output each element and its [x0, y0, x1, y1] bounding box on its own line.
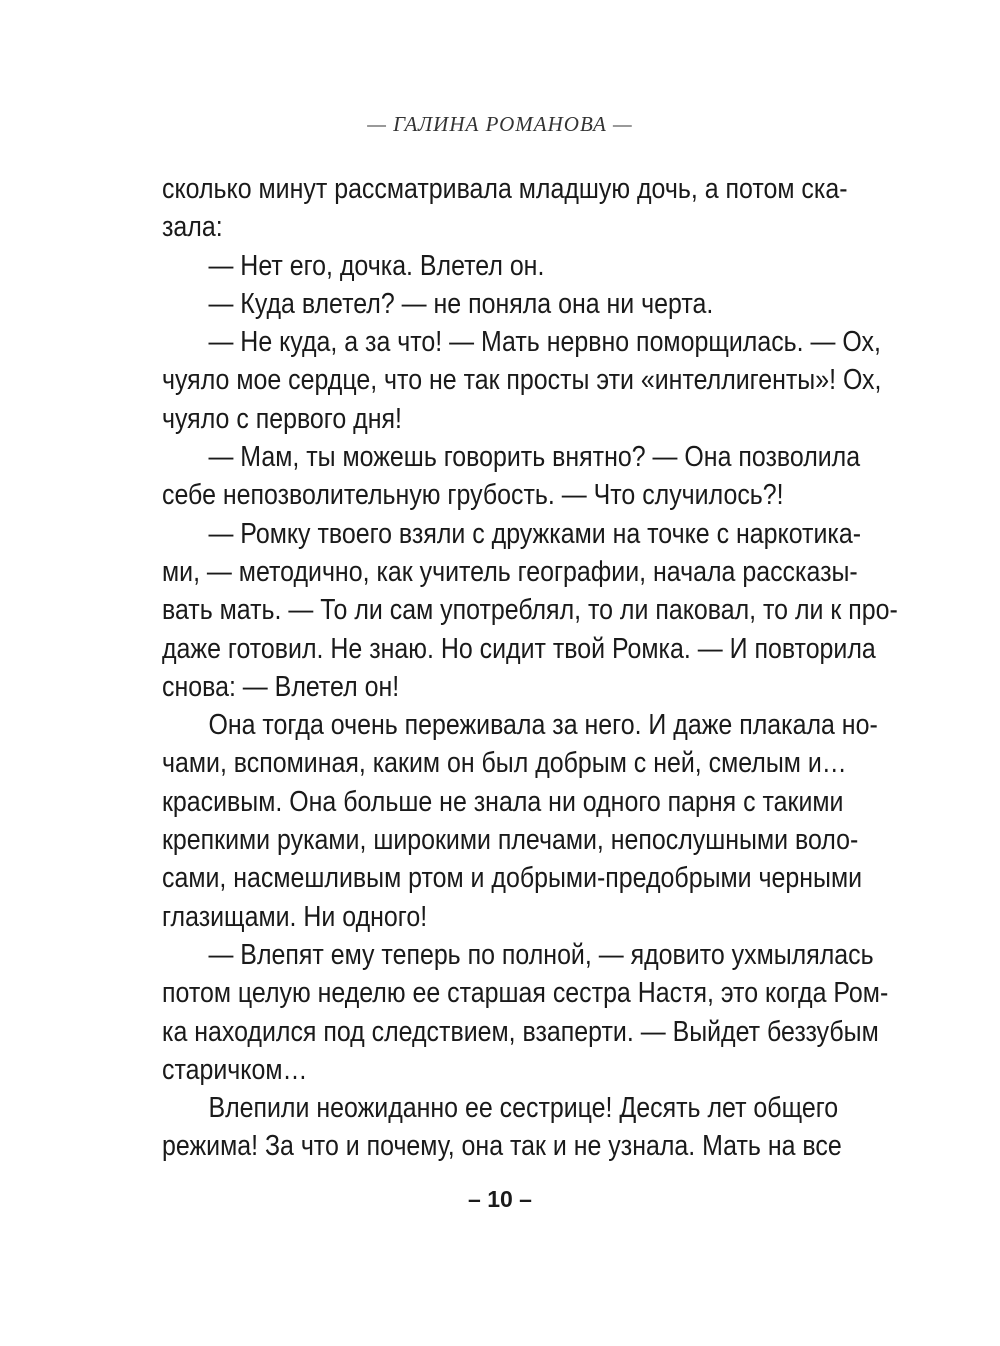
page-number: – 10 –: [468, 1186, 532, 1212]
text-line: старичком…: [162, 1053, 308, 1086]
text-line: — Влепят ему теперь по полной, — ядовито ухмылялась: [208, 938, 874, 971]
text-line: вать мать. — То ли сам употреблял, то ли паковал, то ли к про-: [162, 594, 898, 627]
body-text: [162, 170, 898, 1166]
text-line: — Ромку твоего взяли с дружками на точке с наркотика-: [208, 517, 862, 550]
text-line: режима! За что и почему, она так и не узнала. Мать на все: [162, 1130, 842, 1163]
text-line: — Не куда, а за что! — Мать нервно поморщилась. — Ох,: [208, 326, 881, 359]
text-line: глазищами. Ни одного!: [162, 900, 428, 933]
text-line: себе непозволительную грубость. — Что случилось?!: [162, 479, 784, 512]
text-line: красивым. Она больше не знала ни одного парня с такими: [162, 785, 844, 818]
text-line: Она тогда очень переживала за него. И даже плакала но-: [208, 709, 878, 742]
text-line: сколько минут рассматривала младшую дочь, а потом ска-: [162, 173, 848, 205]
text-line: снова: — Влетел он!: [162, 670, 400, 703]
running-head-author: — ГАЛИНА РОМАНОВА —: [367, 112, 633, 136]
text-line: — Нет его, дочка. Влетел он.: [208, 249, 545, 282]
text-line: сами, насмешливым ртом и добрыми-предобрыми черными: [162, 862, 863, 895]
text-line: чами, вспоминая, каким он был добрым с ней, смелым и…: [162, 747, 847, 780]
text-line: крепкими руками, широкими плечами, непослушными воло-: [162, 824, 859, 857]
text-line: потом целую неделю ее старшая сестра Настя, это когда Ром-: [162, 977, 889, 1010]
text-line: чуяло с первого дня!: [162, 402, 402, 435]
text-line: — Мам, ты можешь говорить внятно? — Она позволила: [208, 441, 861, 474]
text-line: ка находился под следствием, взаперти. — Выйдет беззубым: [162, 1015, 879, 1048]
text-line: зала:: [162, 211, 223, 244]
text-line: — Куда влетел? — не поняла она ни черта.: [208, 287, 714, 320]
text-line: чуяло мое сердце, что не так просты эти «интеллигенты»! Ох,: [162, 364, 882, 397]
text-line: даже готовил. Не знаю. Но сидит твой Ромка. — И повторила: [162, 632, 876, 665]
text-line: ми, — методично, как учитель географии, начала рассказы-: [162, 555, 858, 588]
text-line: Влепили неожиданно ее сестрице! Десять лет общего: [208, 1092, 839, 1125]
